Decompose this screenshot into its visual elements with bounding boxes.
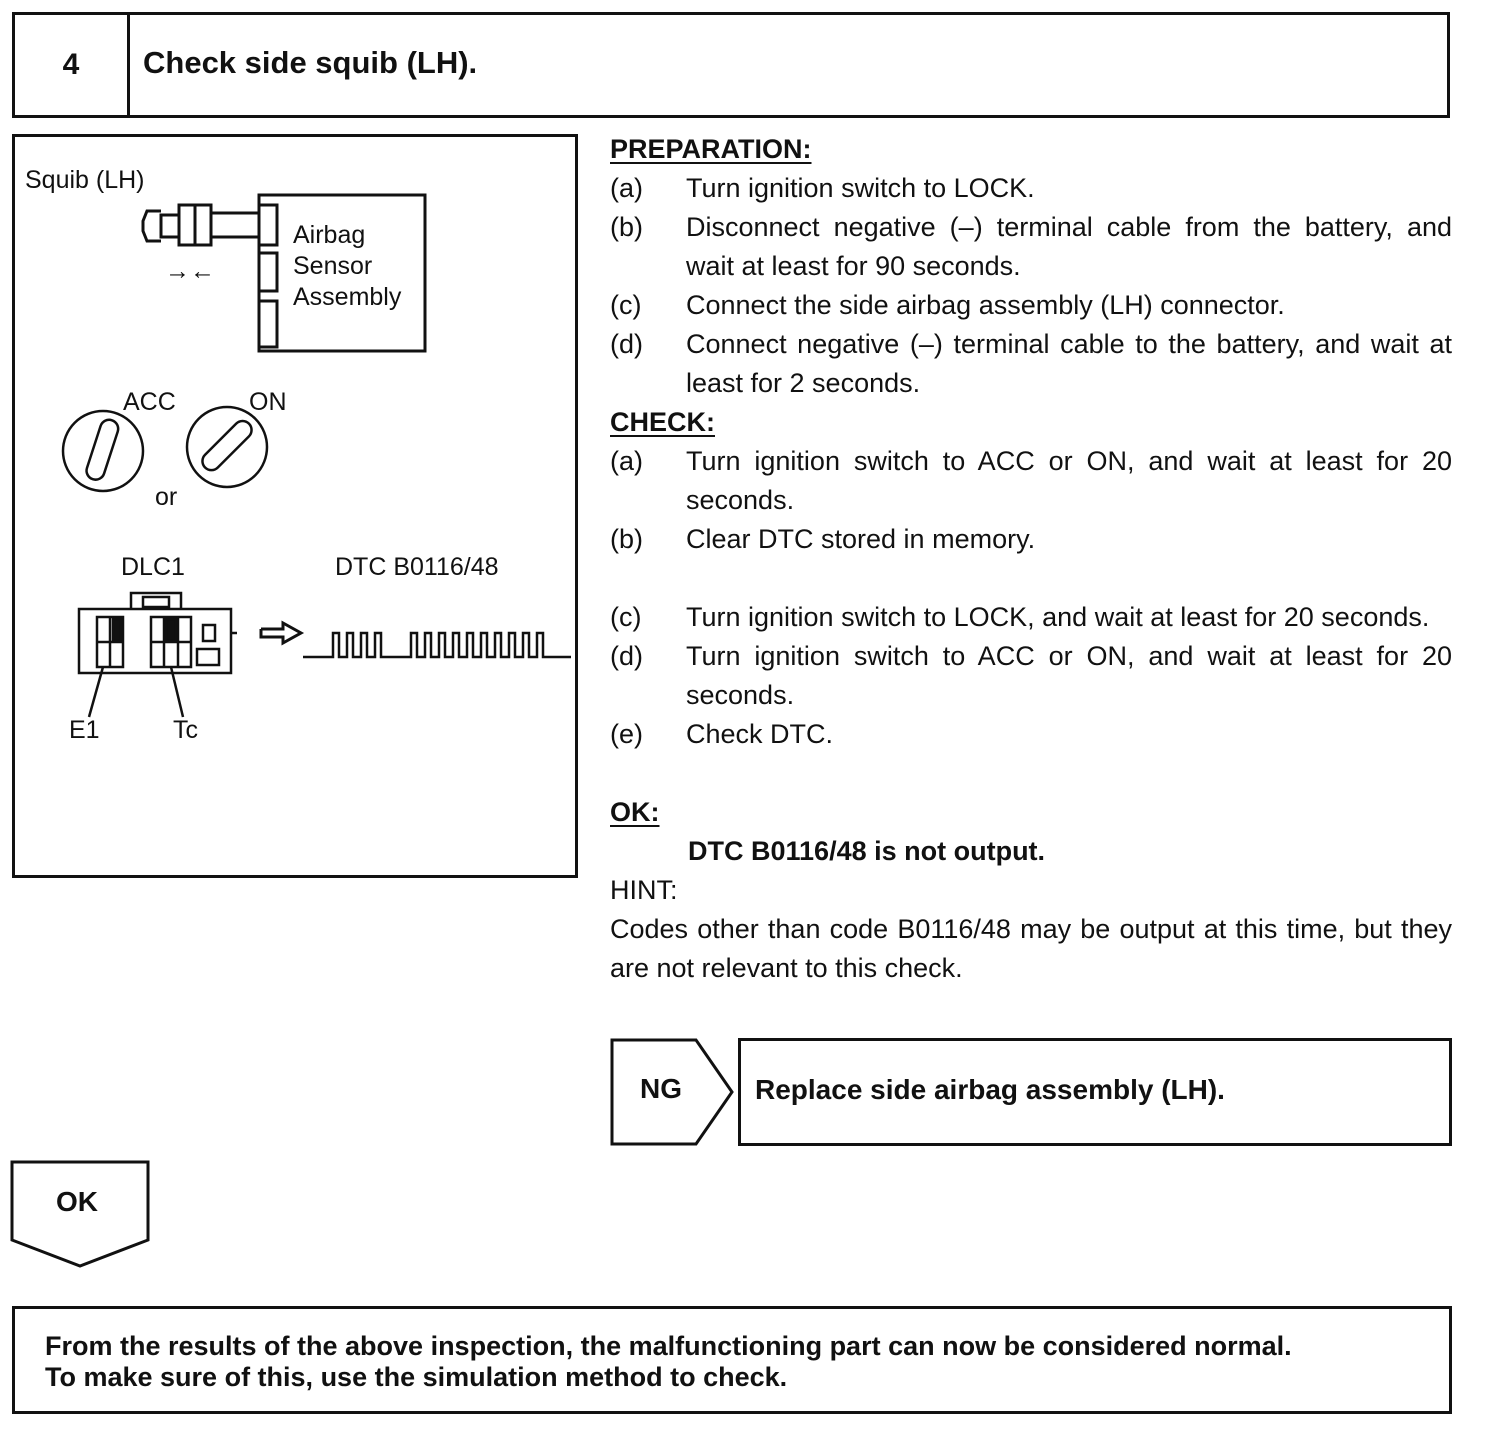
preparation-step: (c) Connect the side airbag assembly (LH) connector.	[610, 290, 1285, 320]
dlc1-connector-icon	[79, 593, 237, 673]
squib-label: Squib (LH)	[25, 166, 145, 194]
diagram-panel	[12, 134, 578, 878]
check-step: (c) Turn ignition switch to LOCK, and wait at least for 20 seconds.	[610, 602, 1430, 632]
conclusion-line-1: From the results of the above inspection, the malfunctioning part can now be considered normal.	[45, 1331, 1292, 1361]
conclusion-box	[12, 1306, 1452, 1414]
ng-action-box	[738, 1038, 1452, 1146]
step-title: Check side squib (LH).	[143, 45, 478, 80]
terminal-e1-label: E1	[69, 716, 100, 744]
squib-connector-icon	[143, 205, 259, 245]
procedure-text	[610, 130, 1452, 988]
preparation-step: (d) Connect negative (–) terminal cable to the battery, and wait at least for 2 seconds.	[610, 329, 1452, 398]
switch-acc-label: ACC	[123, 388, 176, 416]
connection-diagram	[15, 137, 575, 875]
check-step: (d) Turn ignition switch to ACC or ON, and wait at least for 20 seconds.	[610, 641, 1452, 710]
conclusion-text	[45, 1331, 1292, 1393]
check-step: (a) Turn ignition switch to ACC or ON, and wait at least for 20 seconds.	[610, 446, 1452, 515]
sensor-label-line-2: Sensor	[293, 252, 373, 280]
dtc-label: DTC B0116/48	[335, 553, 499, 581]
ok-branch-label: OK	[56, 1186, 98, 1217]
check-step: (b) Clear DTC stored in memory.	[610, 524, 1036, 554]
step-number: 4	[15, 15, 130, 115]
ng-label: NG	[640, 1073, 682, 1104]
spacer	[610, 559, 1452, 598]
preparation-heading: PREPARATION:	[610, 134, 812, 164]
ignition-switch-acc-icon	[63, 411, 143, 491]
ignition-switch-on-icon	[187, 407, 267, 487]
step-header	[12, 12, 1450, 118]
preparation-step: (b) Disconnect negative (–) terminal cable from the battery, and wait at least for 90 seconds.	[610, 212, 1452, 281]
terminal-leads	[89, 667, 183, 717]
sensor-label-line-3: Assembly	[293, 283, 402, 311]
output-arrow-icon	[261, 623, 301, 643]
hint-text: Codes other than code B0116/48 may be output at this time, but they are not relevant to this check.	[610, 914, 1452, 983]
sensor-label-line-1: Airbag	[293, 221, 366, 249]
ok-result: DTC B0116/48 is not output.	[688, 836, 1046, 866]
hint-label: HINT:	[610, 875, 678, 905]
check-heading: CHECK:	[610, 407, 715, 437]
connect-arrows: →←	[165, 257, 215, 285]
preparation-step: (a) Turn ignition switch to LOCK.	[610, 173, 1035, 203]
switch-on-label: ON	[249, 388, 287, 416]
terminal-tc-label: Tc	[173, 716, 198, 744]
ok-heading: OK:	[610, 797, 660, 827]
or-label: or	[155, 483, 178, 511]
check-step: (e) Check DTC.	[610, 719, 834, 749]
ng-action-text: Replace side airbag assembly (LH).	[755, 1074, 1225, 1105]
spacer	[610, 754, 1452, 793]
dtc-pulse-waveform	[303, 633, 571, 657]
conclusion-line-2: To make sure of this, use the simulation method to check.	[45, 1362, 788, 1392]
dlc-label: DLC1	[121, 553, 185, 581]
